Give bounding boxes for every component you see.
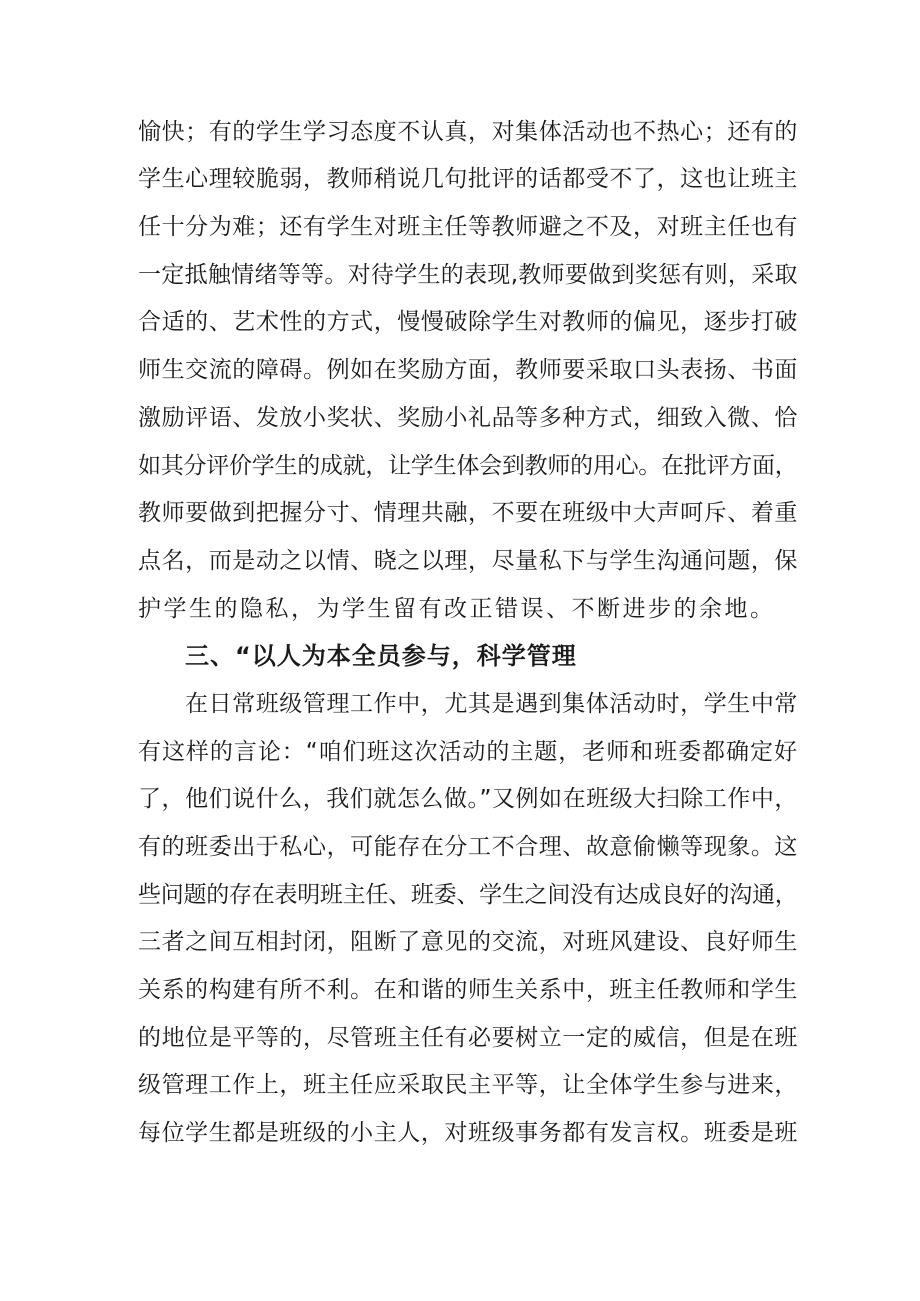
text-line: 每位学生都是班级的小主人，对班级事务都有发言权。班委是班 <box>138 1120 798 1146</box>
text-line: 的地位是平等的，尽管班主任有必要树立一定的威信，但是在班 <box>138 1025 798 1051</box>
text-line: 教师要做到把握分寸、情理共融，不要在班级中大声呵斥、着重 <box>138 500 798 526</box>
text-line: 护学生的隐私，为学生留有改正错误、不断进步的余地。 <box>138 596 776 622</box>
text-line: 关系的构建有所不利。在和谐的师生关系中，班主任教师和学生 <box>138 977 798 1003</box>
text-line: 级管理工作上，班主任应采取民主平等，让全体学生参与进来， <box>138 1072 798 1098</box>
text-line: 有这样的言论：“咱们班这次活动的主题，老师和班委都确定好 <box>138 739 798 765</box>
text-line: 任十分为难；还有学生对班主任等教师避之不及，对班主任也有 <box>138 214 798 240</box>
text-line: 激励评语、发放小奖状、奖励小礼品等多种方式，细致入微、恰 <box>138 405 798 431</box>
text-line: 些问题的存在表明班主任、班委、学生之间没有达成良好的沟通， <box>138 882 798 908</box>
text-line: 点名，而是动之以情、晓之以理，尽量私下与学生沟通问题，保 <box>138 548 798 574</box>
text-line: 一定抵触情绪等等。对待学生的表现,教师要做到奖惩有则，采取 <box>138 262 798 288</box>
text-line: 师生交流的障碍。例如在奖励方面，教师要采取口头表扬、书面 <box>138 357 798 383</box>
text-line: 合适的、艺术性的方式，慢慢破除学生对教师的偏见，逐步打破 <box>138 309 798 335</box>
text-line: 有的班委出于私心，可能存在分工不合理、故意偷懒等现象。这 <box>138 834 798 860</box>
text-line: 在日常班级管理工作中，尤其是遇到集体活动时，学生中常 <box>185 691 798 717</box>
text-line: 三者之间互相封闭，阻断了意见的交流，对班风建设、良好师生 <box>138 929 798 955</box>
text-line: 如其分评价学生的成就，让学生体会到教师的用心。在批评方面， <box>138 453 798 479</box>
text-line: 学生心理较脆弱，教师稍说几句批评的话都受不了，这也让班主 <box>138 166 798 192</box>
text-line: 愉快；有的学生学习态度不认真，对集体活动也不热心；还有的 <box>138 119 798 145</box>
text-line: 了，他们说什么，我们就怎么做。”又例如在班级大扫除工作中， <box>138 786 798 812</box>
section-heading: 三、“以人为本全员参与，科学管理 <box>185 642 577 670</box>
